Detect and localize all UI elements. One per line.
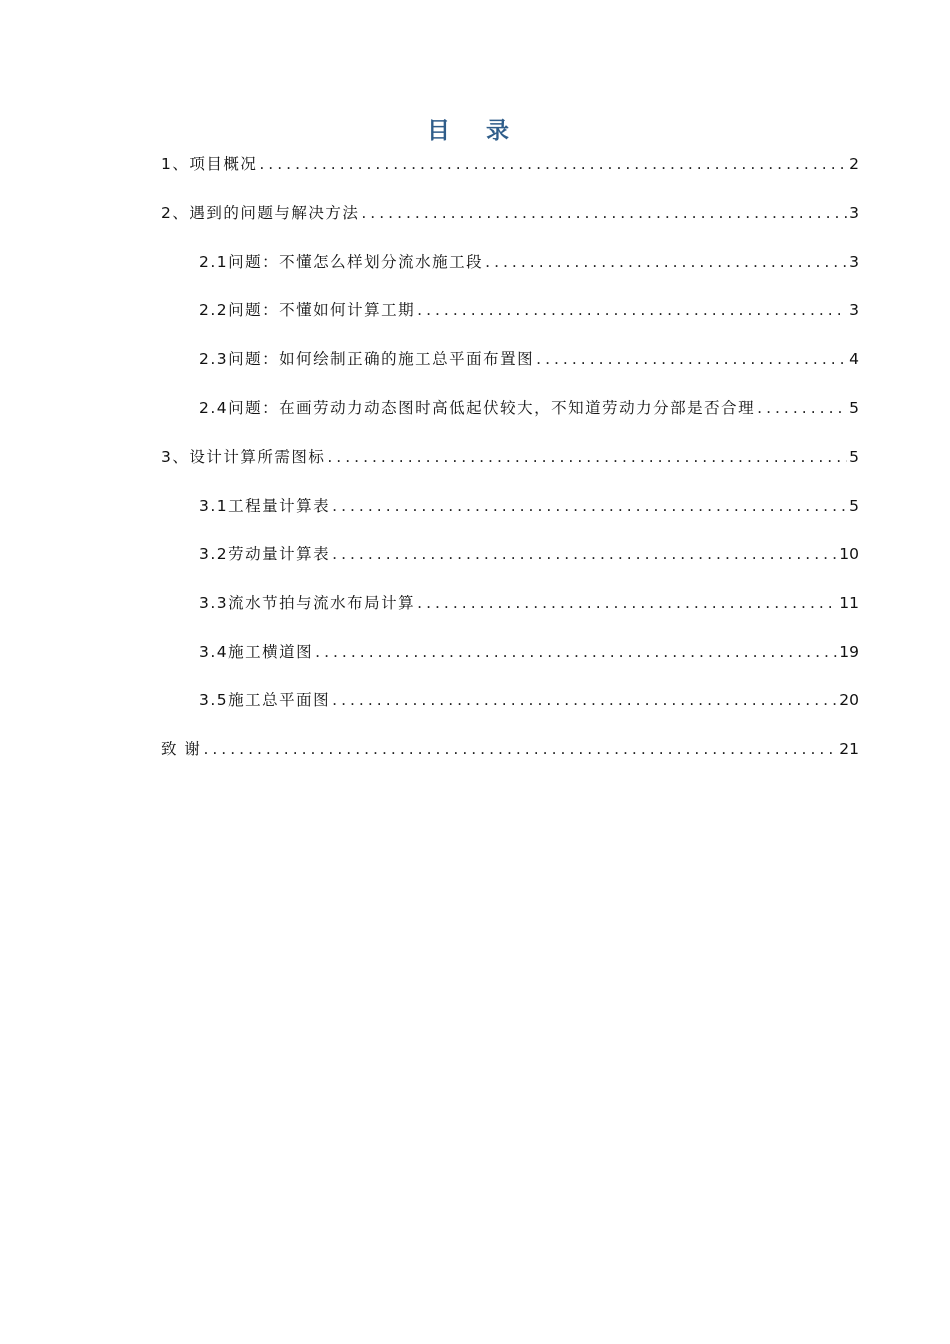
toc-dot-leader [485, 253, 847, 271]
toc-entry-label: 2.4问题：在画劳动力动态图时高低起伏较大，不知道劳动力分部是否合理 [199, 399, 756, 417]
toc-entry[interactable] [161, 737, 859, 763]
toc-entry-label: 3.1工程量计算表 [199, 497, 331, 515]
toc-page-number: 3 [849, 204, 859, 222]
toc-entry[interactable] [161, 201, 859, 227]
toc-entry-label: 2.3问题：如何绘制正确的施工总平面布置图 [199, 350, 535, 368]
toc-entry[interactable] [199, 494, 859, 520]
toc-entry-label: 3、设计计算所需图标 [161, 448, 326, 466]
toc-page-number: 2 [849, 155, 859, 173]
toc-entry[interactable] [199, 640, 859, 666]
toc-page-number: 21 [839, 740, 859, 758]
toc-entry-label: 2.2问题：不懂如何计算工期 [199, 301, 416, 319]
toc-entry[interactable] [199, 542, 859, 568]
toc-dot-leader [536, 350, 847, 368]
toc-entry-label: 3.4施工横道图 [199, 643, 314, 661]
toc-page-number: 19 [839, 643, 859, 661]
toc-entry-label: 3.5施工总平面图 [199, 691, 331, 709]
toc-page-number: 5 [849, 497, 859, 515]
toc-dot-leader [332, 545, 837, 563]
toc-dot-leader [259, 155, 847, 173]
toc-entry[interactable] [161, 152, 859, 178]
toc-entry[interactable] [199, 347, 859, 373]
toc-entry-label: 1、项目概况 [161, 155, 258, 173]
toc-dot-leader [332, 497, 847, 515]
toc-entry[interactable] [161, 445, 859, 471]
toc-title: 目 录 [426, 118, 523, 144]
toc-entry[interactable] [199, 591, 859, 617]
toc-entry[interactable] [199, 396, 859, 422]
toc-page-number: 4 [849, 350, 859, 368]
toc-entry-label: 2.1问题：不懂怎么样划分流水施工段 [199, 253, 484, 271]
toc-dot-leader [417, 594, 837, 612]
toc-dot-leader [315, 643, 837, 661]
toc-dot-leader [203, 740, 837, 758]
toc-dot-leader [332, 691, 837, 709]
toc-dot-leader [361, 204, 847, 222]
toc-entry-label: 致 谢 [161, 740, 202, 758]
toc-entry[interactable] [199, 250, 859, 276]
toc-page-number: 5 [849, 448, 859, 466]
toc-entry[interactable] [199, 298, 859, 324]
toc-entry-label: 2、遇到的问题与解决方法 [161, 204, 360, 222]
toc-dot-leader [327, 448, 847, 466]
toc-entry-label: 3.2劳动量计算表 [199, 545, 331, 563]
toc-page-number: 10 [839, 545, 859, 563]
toc-page-number: 20 [839, 691, 859, 709]
toc-page-number: 5 [849, 399, 859, 417]
toc-page-number: 3 [849, 301, 859, 319]
toc-page-number: 3 [849, 253, 859, 271]
toc-dot-leader [417, 301, 847, 319]
toc-entry[interactable] [199, 688, 859, 714]
toc-dot-leader [757, 399, 847, 417]
toc-page-number: 11 [839, 594, 859, 612]
toc-entry-label: 3.3流水节拍与流水布局计算 [199, 594, 416, 612]
